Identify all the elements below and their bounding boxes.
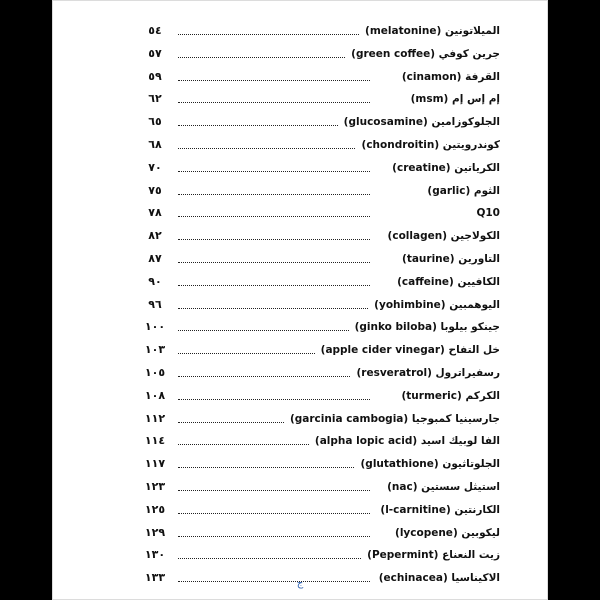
toc-entry-title: زيت النعناع (Pepermint) [367, 549, 500, 562]
toc-dot-leader [178, 444, 309, 445]
toc-entry [52, 476, 548, 499]
toc-entry-title: الكارنتين (l-carnitine) [380, 503, 500, 516]
toc-entry [52, 385, 548, 408]
toc-entry [52, 339, 548, 362]
toc-entry [52, 453, 548, 476]
toc-entry-page-number: ٧٨ [148, 206, 162, 220]
toc-entry-title: الكافيين (caffeine) [397, 275, 500, 288]
toc-dot-leader [178, 353, 315, 354]
toc-entry-title: الجلوتاثيون (glutathione) [360, 458, 500, 471]
toc-entry-title: Q10 [476, 207, 500, 220]
toc-entry [52, 66, 548, 89]
toc-dot-leader [178, 148, 355, 149]
toc-entry-title: الكرياتين (creatine) [392, 161, 500, 174]
toc-dot-leader [178, 80, 370, 81]
toc-entry-page-number: ١١٤ [144, 434, 166, 448]
toc-entry-title: رسفيراترول (resveratrol) [356, 366, 500, 379]
toc-entry-page-number: ١٢٥ [144, 502, 166, 516]
toc-entry-title: التاورين (taurine) [402, 252, 500, 265]
toc-entry [52, 88, 548, 111]
toc-entry [52, 157, 548, 180]
toc-entry-title: الثوم (garlic) [427, 184, 500, 197]
toc-dot-leader [178, 330, 349, 331]
toc-entry [52, 362, 548, 385]
toc-entry-title: جارسينيا كمبوجيا (garcinia cambogia) [289, 412, 500, 425]
toc-entry [52, 180, 548, 203]
toc-dot-leader [178, 399, 370, 400]
toc-entry [52, 544, 548, 567]
toc-dot-leader [178, 422, 284, 423]
toc-entry-page-number: ٦٥ [148, 115, 162, 129]
toc-entry-page-number: ٥٤ [148, 24, 162, 37]
table-of-contents [52, 20, 548, 590]
toc-dot-leader [178, 513, 370, 514]
toc-entry-title: جينكو بيلوبا (ginko biloba) [354, 321, 500, 334]
toc-entry [52, 134, 548, 157]
toc-entry-page-number: ١٠٥ [144, 365, 166, 379]
toc-entry-title: الفا لوبيك اسيد (alpha lopic acid) [314, 435, 500, 448]
toc-entry-title: ليكوبين (lycopene) [395, 526, 500, 539]
toc-dot-leader [178, 125, 338, 126]
document-page [52, 0, 548, 600]
toc-entry [52, 20, 548, 43]
toc-entry [52, 430, 548, 453]
toc-entry [52, 271, 548, 294]
toc-entry-page-number: ٨٧ [148, 251, 162, 265]
toc-entry [52, 248, 548, 271]
toc-entry-page-number: ٧٥ [148, 183, 162, 197]
toc-entry-page-number: ٦٨ [148, 137, 162, 151]
toc-dot-leader [178, 308, 368, 309]
toc-dot-leader [178, 194, 370, 195]
toc-entry [52, 408, 548, 431]
toc-entry-page-number: ٦٢ [148, 92, 162, 106]
toc-entry-page-number: ١٠٠ [144, 320, 166, 334]
toc-dot-leader [178, 102, 370, 103]
toc-entry-page-number: ٥٧ [148, 46, 162, 60]
toc-dot-leader [178, 536, 370, 537]
toc-entry-title: الاكيناسيا (echinacea) [378, 572, 500, 585]
toc-dot-leader [178, 285, 370, 286]
toc-entry-title: القرفة (cinamon) [401, 70, 500, 83]
toc-entry [52, 294, 548, 317]
toc-entry [52, 225, 548, 248]
toc-dot-leader [178, 558, 361, 559]
toc-entry-page-number: ٩٦ [148, 297, 162, 311]
toc-entry-title: خل التفاح (apple cider vinegar) [320, 344, 500, 357]
toc-entry-title: إم إس إم (msm) [410, 93, 500, 106]
toc-entry-page-number: ١٢٣ [144, 479, 166, 493]
toc-entry-title: الجلوكوزامين (glucosamine) [343, 116, 500, 129]
toc-entry-page-number: ٨٢ [148, 229, 162, 243]
toc-dot-leader [178, 216, 370, 217]
toc-entry [52, 111, 548, 134]
toc-entry [52, 522, 548, 545]
toc-dot-leader [178, 239, 370, 240]
toc-entry-title: الميلاتونين (melatonine) [365, 25, 500, 37]
footer-page-number: ج [296, 578, 304, 589]
toc-entry [52, 202, 548, 225]
toc-entry [52, 499, 548, 522]
toc-entry [52, 43, 548, 66]
toc-dot-leader [178, 490, 370, 491]
toc-entry-title: كوندرويتين (chondroitin) [361, 138, 500, 151]
toc-entry-page-number: ١٣٣ [144, 571, 166, 585]
toc-dot-leader [178, 376, 350, 377]
toc-entry-page-number: ١٣٠ [144, 548, 166, 562]
toc-entry [52, 316, 548, 339]
toc-entry-page-number: ٧٠ [148, 160, 162, 174]
toc-entry-page-number: ٩٠ [148, 274, 162, 288]
toc-dot-leader [178, 57, 345, 58]
toc-dot-leader [178, 171, 370, 172]
toc-dot-leader [178, 467, 354, 468]
toc-entry-title: الكركم (turmeric) [401, 389, 500, 402]
toc-dot-leader [178, 262, 370, 263]
toc-entry-title: اليوهمبين (yohimbine) [374, 298, 500, 311]
toc-dot-leader [178, 34, 359, 35]
toc-entry-page-number: ١١٢ [144, 411, 166, 425]
toc-entry-page-number: ١٠٣ [144, 343, 166, 357]
toc-entry-page-number: ١٠٨ [144, 388, 166, 402]
toc-entry-page-number: ١٢٩ [144, 525, 166, 539]
toc-entry-title: استيثل سستين (nac) [387, 480, 500, 493]
toc-entry-page-number: ٥٩ [148, 69, 162, 83]
toc-entry-page-number: ١١٧ [144, 457, 166, 471]
toc-entry-title: الكولاجين (collagen) [387, 230, 500, 243]
toc-entry-title: جرين كوفي (green coffee) [351, 47, 500, 60]
